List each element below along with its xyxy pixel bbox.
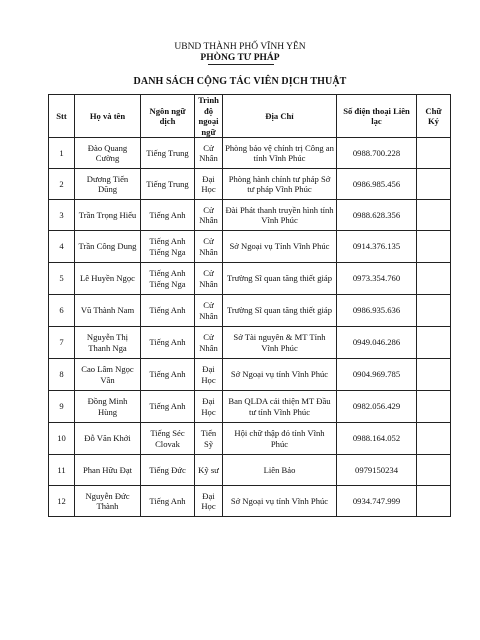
cell-phone: 0949.046.286	[337, 327, 417, 359]
cell-level: Cử Nhân	[195, 200, 223, 231]
table-body	[49, 138, 451, 517]
cell-address: Phòng hành chính tư pháp Sở tư pháp Vĩnh Phúc	[223, 169, 337, 200]
table-row	[49, 423, 451, 455]
cell-stt: 1	[49, 138, 75, 169]
cell-language: Tiếng Anh	[141, 391, 195, 423]
cell-stt: 9	[49, 391, 75, 423]
cell-stt: 7	[49, 327, 75, 359]
document-title: DANH SÁCH CỘNG TÁC VIÊN DỊCH THUẬT	[133, 76, 347, 87]
cell-phone: 0982.056.429	[337, 391, 417, 423]
cell-phone: 0988.164.052	[337, 423, 417, 455]
cell-signature	[417, 295, 451, 327]
table-row	[49, 169, 451, 200]
cell-stt: 11	[49, 455, 75, 486]
cell-name: Đào Quang Cường	[75, 138, 141, 169]
column-header-signature: Chữ Ký	[417, 95, 451, 138]
table-row	[49, 263, 451, 295]
cell-name: Đồng Minh Hùng	[75, 391, 141, 423]
department-name: PHÒNG TƯ PHÁP	[200, 53, 280, 63]
cell-address: Phòng bảo vệ chính trị Công an tỉnh Vĩnh Phúc	[223, 138, 337, 169]
cell-stt: 6	[49, 295, 75, 327]
cell-phone: 0973.354.760	[337, 263, 417, 295]
cell-language: Tiếng Séc Clovak	[141, 423, 195, 455]
table-row	[49, 295, 451, 327]
cell-level: Đại Học	[195, 169, 223, 200]
cell-address: Sở Tài nguyên & MT Tỉnh Vĩnh Phúc	[223, 327, 337, 359]
table-row	[49, 138, 451, 169]
cell-name: Lê Huyền Ngọc	[75, 263, 141, 295]
table-row	[49, 327, 451, 359]
cell-phone: 0986.985.456	[337, 169, 417, 200]
cell-phone: 0979150234	[337, 455, 417, 486]
cell-language: Tiếng Trung	[141, 138, 195, 169]
cell-signature	[417, 455, 451, 486]
table-row	[49, 486, 451, 517]
cell-level: Đại Học	[195, 486, 223, 517]
cell-phone: 0988.628.356	[337, 200, 417, 231]
cell-signature	[417, 391, 451, 423]
cell-stt: 2	[49, 169, 75, 200]
cell-stt: 4	[49, 231, 75, 263]
cell-level: Đại Học	[195, 359, 223, 391]
cell-signature	[417, 486, 451, 517]
cell-address: Sở Ngoại vụ Tỉnh Vĩnh Phúc	[223, 231, 337, 263]
cell-signature	[417, 263, 451, 295]
cell-address: Sở Ngoại vụ tỉnh Vĩnh Phúc	[223, 359, 337, 391]
column-header-phone: Số điện thoại Liên lạc	[337, 95, 417, 138]
cell-address: Đài Phát thanh truyền hình tỉnh Vĩnh Phúc	[223, 200, 337, 231]
cell-signature	[417, 138, 451, 169]
cell-name: Dương Tiến Dũng	[75, 169, 141, 200]
cell-level: Đại Học	[195, 391, 223, 423]
cell-phone: 0904.969.785	[337, 359, 417, 391]
header-underline	[208, 64, 274, 65]
cell-name: Trần Công Dung	[75, 231, 141, 263]
cell-address: Liên Bảo	[223, 455, 337, 486]
cell-address: Trường Sĩ quan tăng thiết giáp	[223, 295, 337, 327]
table-row	[49, 391, 451, 423]
cell-name: Đỗ Văn Khởi	[75, 423, 141, 455]
cell-level: Cử Nhân	[195, 231, 223, 263]
column-header-level: Trình độ ngoại ngữ	[195, 95, 223, 138]
cell-stt: 3	[49, 200, 75, 231]
cell-name: Phan Hữu Đạt	[75, 455, 141, 486]
cell-level: Cử Nhân	[195, 138, 223, 169]
column-header-stt: Stt	[49, 95, 75, 138]
cell-name: Vũ Thành Nam	[75, 295, 141, 327]
cell-level: Kỹ sư	[195, 455, 223, 486]
cell-stt: 8	[49, 359, 75, 391]
cell-signature	[417, 423, 451, 455]
cell-name: Cao Lâm Ngọc Vân	[75, 359, 141, 391]
cell-level: Cử Nhân	[195, 263, 223, 295]
cell-address: Trường Sĩ quan tăng thiết giáp	[223, 263, 337, 295]
cell-phone: 0934.747.999	[337, 486, 417, 517]
cell-signature	[417, 200, 451, 231]
table-header-row	[49, 95, 451, 138]
cell-level: Cử Nhân	[195, 295, 223, 327]
cell-signature	[417, 169, 451, 200]
cell-language: Tiếng Anh	[141, 295, 195, 327]
column-header-address: Địa Chỉ	[223, 95, 337, 138]
cell-language: Tiếng Anh Tiếng Nga	[141, 263, 195, 295]
cell-name: Trần Trọng Hiếu	[75, 200, 141, 231]
cell-name: Nguyễn Đức Thành	[75, 486, 141, 517]
column-header-name: Họ và tên	[75, 95, 141, 138]
cell-level: Cử Nhân	[195, 327, 223, 359]
cell-address: Hội chữ thập đỏ tỉnh Vĩnh Phúc	[223, 423, 337, 455]
cell-address: Sở Ngoại vụ tỉnh Vĩnh Phúc	[223, 486, 337, 517]
cell-signature	[417, 231, 451, 263]
cell-language: Tiếng Đức	[141, 455, 195, 486]
table-row	[49, 231, 451, 263]
cell-signature	[417, 359, 451, 391]
cell-phone: 0914.376.135	[337, 231, 417, 263]
cell-language: Tiếng Anh	[141, 327, 195, 359]
cell-phone: 0986.935.636	[337, 295, 417, 327]
cell-level: Tiến Sỹ	[195, 423, 223, 455]
table-row	[49, 455, 451, 486]
table-row	[49, 200, 451, 231]
cell-address: Ban QLDA cải thiện MT Đầu tư tỉnh Vĩnh Phúc	[223, 391, 337, 423]
translator-table	[48, 94, 451, 517]
cell-language: Tiếng Anh Tiếng Nga	[141, 231, 195, 263]
cell-stt: 5	[49, 263, 75, 295]
cell-phone: 0988.700.228	[337, 138, 417, 169]
cell-stt: 12	[49, 486, 75, 517]
org-name: UBND THÀNH PHỐ VĨNH YÊN	[174, 42, 306, 52]
cell-language: Tiếng Trung	[141, 169, 195, 200]
table-row	[49, 359, 451, 391]
cell-stt: 10	[49, 423, 75, 455]
cell-signature	[417, 327, 451, 359]
column-header-language: Ngôn ngữ dịch	[141, 95, 195, 138]
cell-language: Tiếng Anh	[141, 486, 195, 517]
cell-language: Tiếng Anh	[141, 200, 195, 231]
cell-language: Tiếng Anh	[141, 359, 195, 391]
cell-name: Nguyễn Thị Thanh Nga	[75, 327, 141, 359]
